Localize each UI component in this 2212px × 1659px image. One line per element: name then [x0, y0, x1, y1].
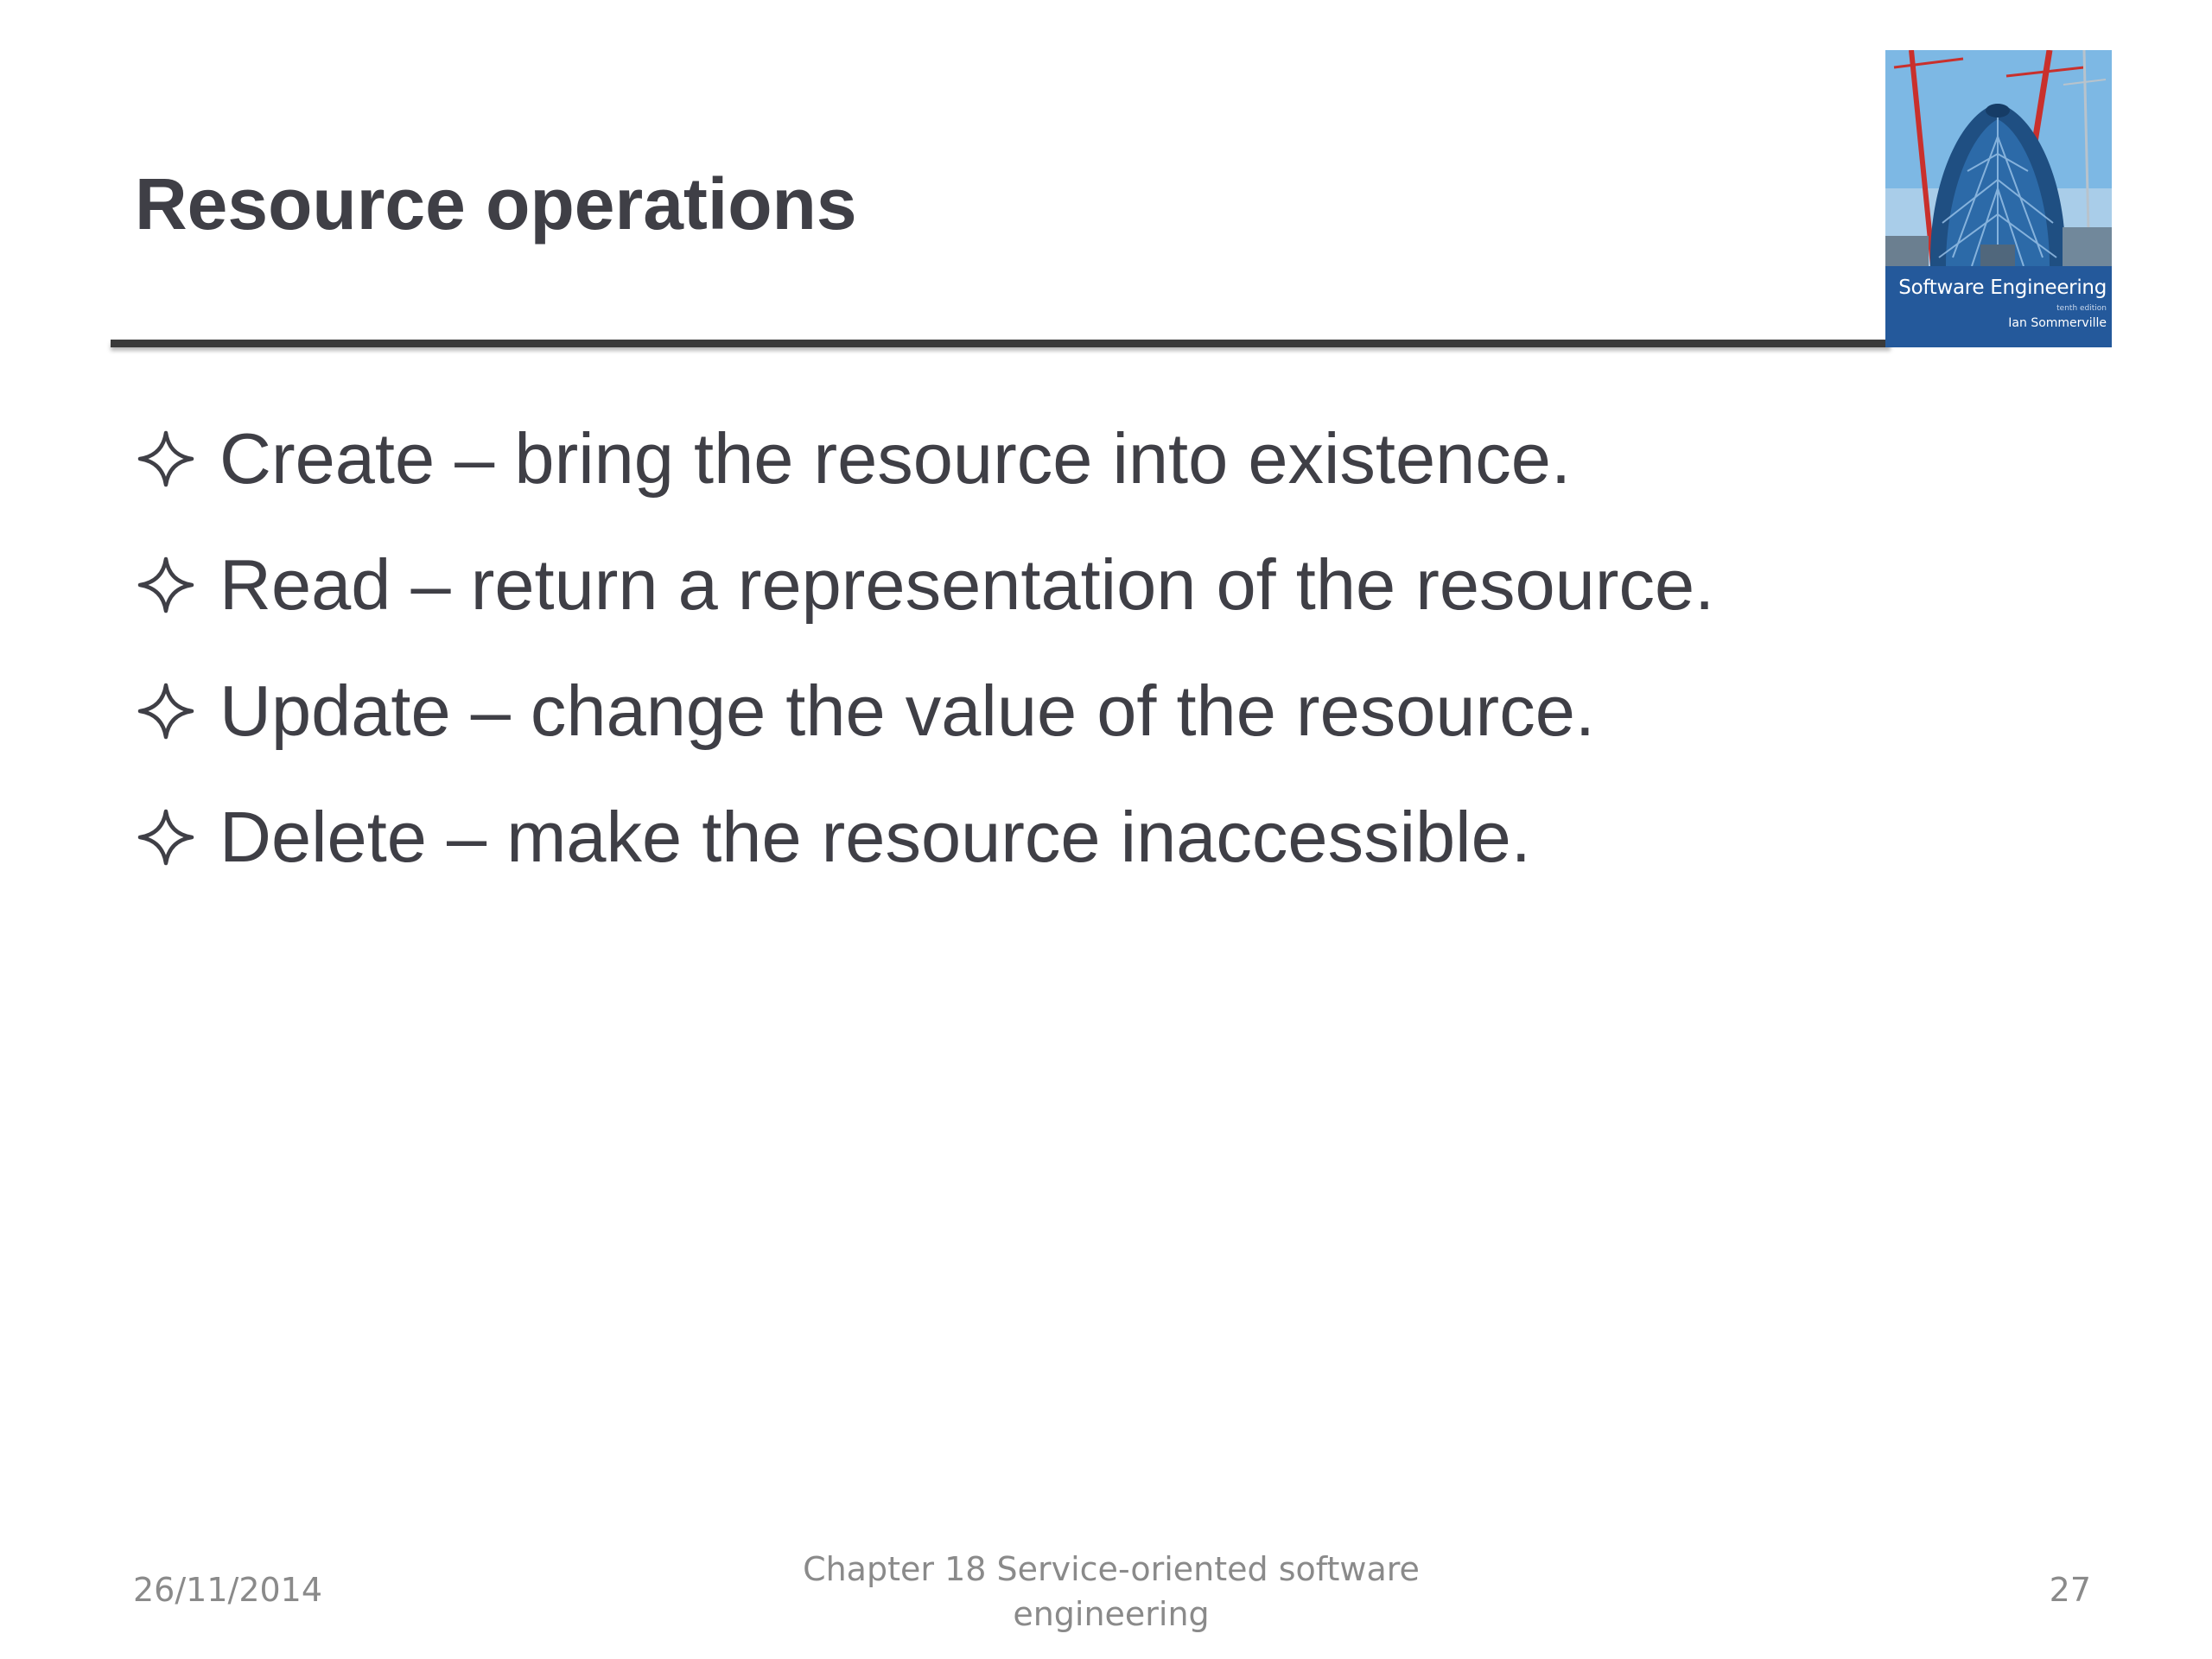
bullet-item — [135, 774, 1714, 900]
bullet-text: Read – return a representation of the resource. — [219, 544, 1715, 625]
footer-chapter: Chapter 18 Service-oriented software engineering — [803, 1550, 1420, 1633]
four-point-star-outline-icon — [135, 554, 197, 616]
footer-date: 26/11/2014 — [133, 1571, 323, 1609]
cover-title: Software Engineering — [1898, 276, 2107, 299]
bullet-item — [135, 396, 1714, 522]
cover-author: Ian Sommerville — [2008, 316, 2107, 330]
four-point-star-outline-icon — [135, 680, 197, 742]
slide-title: Resource operations — [135, 163, 857, 245]
bullet-item — [135, 648, 1714, 774]
cover-edition: tenth edition — [2056, 304, 2107, 313]
four-point-star-outline-icon — [135, 428, 197, 490]
bullet-list — [135, 396, 1714, 900]
title-underline — [111, 340, 1891, 347]
bullet-item — [135, 522, 1714, 648]
four-point-star-outline-icon — [135, 806, 197, 868]
page-number: 27 — [2049, 1571, 2091, 1609]
bullet-text: Create – bring the resource into existence. — [219, 418, 1572, 499]
bullet-text: Update – change the value of the resource. — [219, 671, 1595, 751]
book-cover-image — [1885, 50, 2112, 347]
bullet-text: Delete – make the resource inaccessible. — [219, 797, 1531, 877]
